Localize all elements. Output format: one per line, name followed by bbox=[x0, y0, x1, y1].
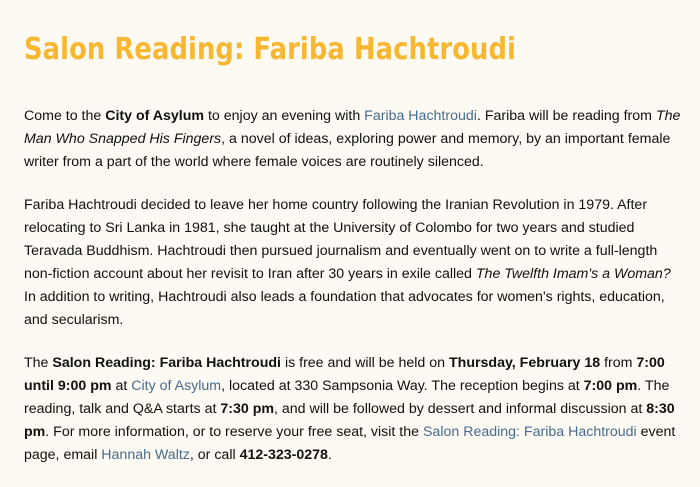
text: In addition to writing, Hachtroudi also leads a foundation that advocates for women's rights, education, and secularism. bbox=[24, 289, 665, 328]
text: event page, email bbox=[24, 424, 676, 463]
reception-time: 7:00 pm bbox=[583, 378, 638, 394]
text: . The reading, talk and Q&A starts at bbox=[24, 378, 670, 417]
organization-name: City of Asylum bbox=[105, 108, 205, 124]
text: to enjoy an evening with bbox=[204, 108, 365, 124]
phone-number: 412-323-0278 bbox=[239, 447, 328, 463]
event-details-paragraph bbox=[24, 352, 682, 467]
event-date: Thursday, February 18 bbox=[449, 355, 601, 371]
article-body bbox=[24, 105, 682, 487]
intro-paragraph bbox=[24, 105, 682, 174]
text: Come to the bbox=[24, 108, 106, 124]
text: . bbox=[327, 447, 332, 463]
text: , located at 330 Sampsonia Way. The reception begins at bbox=[221, 378, 584, 394]
event-page-link[interactable]: Salon Reading: Fariba Hachtroudi bbox=[422, 424, 637, 440]
book-title: The Twelfth Imam's a Woman? bbox=[475, 266, 671, 282]
author-link[interactable]: Fariba Hachtroudi bbox=[364, 108, 477, 124]
venue-link[interactable]: City of Asylum bbox=[131, 378, 222, 394]
text: The bbox=[24, 355, 53, 371]
text: is free and will be held on bbox=[281, 355, 449, 371]
text: . Fariba will be reading from bbox=[476, 108, 656, 124]
event-time: 7:00 until 9:00 pm bbox=[24, 355, 665, 394]
discussion-time: 8:30 pm bbox=[24, 401, 675, 440]
text: at bbox=[111, 378, 132, 394]
text: Fariba Hachtroudi decided to leave her home country following the Iranian Revolution in 1979. After relocating to Sri Lanka in 1981, she taught at the University of Colombo for two years and studied Teravada Buddhism. Hachtroudi then pursued journalism and eventually went on to write a full-length non-fiction account about her revisit to Iran after 30 years in exile called bbox=[24, 197, 658, 282]
text: , a novel of ideas, exploring power and memory, by an important female writer from a part of the world where female voices are routinely silenced. bbox=[24, 131, 671, 170]
contact-email-link[interactable]: Hannah Waltz bbox=[101, 447, 190, 463]
book-title: The Man Who Snapped His Fingers bbox=[24, 108, 681, 147]
bio-paragraph bbox=[24, 194, 682, 332]
reading-time: 7:30 pm bbox=[220, 401, 274, 417]
text: , or call bbox=[189, 447, 240, 463]
page-title: Salon Reading: Fariba Hachtroudi bbox=[24, 32, 516, 67]
text: from bbox=[600, 355, 637, 371]
event-name: Salon Reading: Fariba Hachtroudi bbox=[52, 355, 281, 371]
text: , and will be followed by dessert and informal discussion at bbox=[274, 401, 647, 417]
text: . For more information, or to reserve your free seat, visit the bbox=[45, 424, 423, 440]
